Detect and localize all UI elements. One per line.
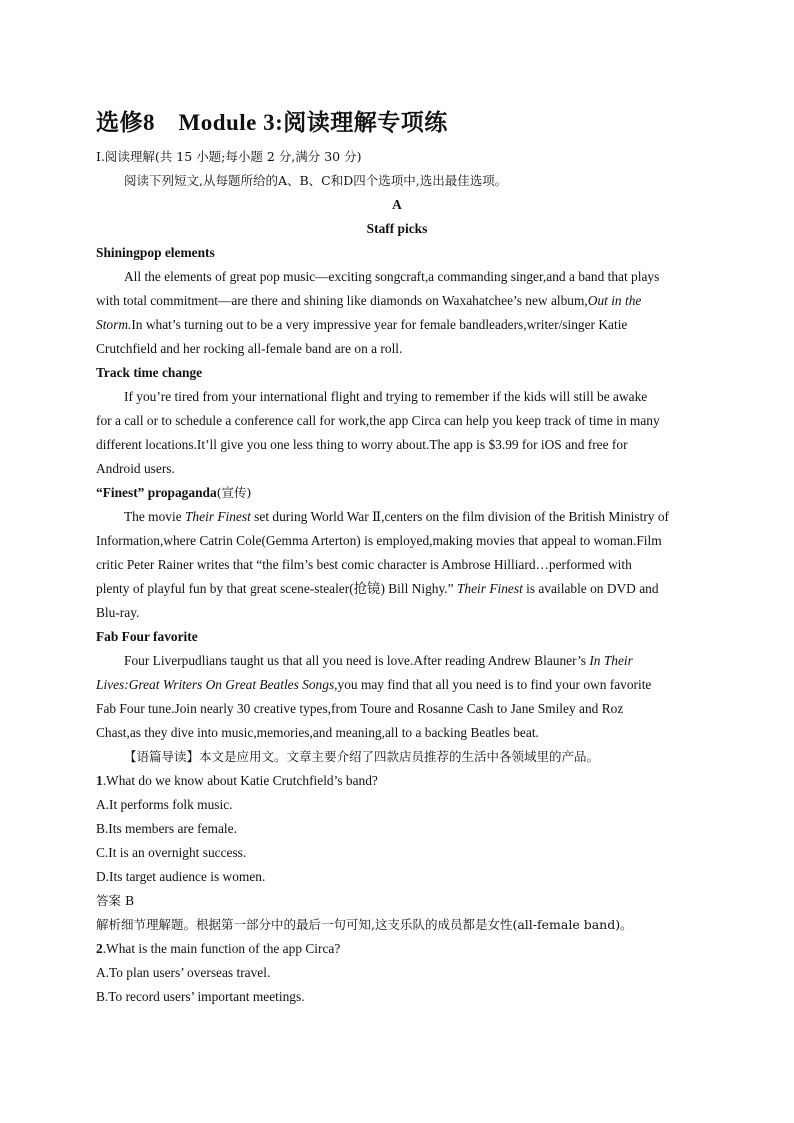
passage-guide	[124, 748, 706, 766]
question-text: .What do we know about Katie Crutchfield’s band?	[102, 773, 378, 788]
paragraph-line: different locations.It’ll give you one less thing to worry about.The app is $3.99 for iOS and free for	[96, 437, 628, 452]
question-stem	[96, 940, 706, 958]
section-instruction: 阅读下列短文,从每题所给的A、B、C和D四个选项中,选出最佳选项。	[124, 173, 508, 188]
paragraph-line: Blu-ray.	[96, 605, 140, 620]
movie-title: Their Finest	[456, 581, 523, 596]
paragraph-line	[124, 508, 706, 526]
text-run: The movie	[124, 509, 185, 524]
paragraph-line	[124, 652, 706, 670]
text-run: is available on DVD and	[522, 581, 659, 596]
movie-title: Their Finest	[184, 509, 251, 524]
page-title: 选修8 Module 3:阅读理解专项练	[96, 110, 448, 135]
question-number: 2	[96, 941, 103, 956]
option-a: A.It performs folk music.	[96, 797, 233, 812]
paragraph-line	[96, 292, 706, 310]
album-title-cont: Storm.	[96, 317, 132, 332]
paragraph-line: Crutchfield and her rocking all-female band are on a roll.	[96, 341, 403, 356]
paragraph-line: for a call or to schedule a conference call for work,the app Circa can help you keep track of time in many	[96, 413, 660, 428]
paragraph-line	[96, 676, 706, 694]
text-run: In what’s turning out to be a very impressive year for female bandleaders,writer/singer Katie	[131, 317, 628, 332]
option-a: A.To plan users’ overseas travel.	[96, 965, 271, 980]
text-run: with total commitment—are there and shining like diamonds on Waxahatchee’s new album,	[96, 293, 588, 308]
section-heading-fab-four: Fab Four favorite	[96, 629, 198, 644]
question-stem	[96, 772, 706, 790]
paragraph-line: Information,where Catrin Cole(Gemma Arterton) is employed,making movies that appeal to woman.Film	[96, 533, 662, 548]
passage-label: A	[392, 197, 402, 212]
option-c: C.It is an overnight success.	[96, 845, 247, 860]
paragraph-line: Android users.	[96, 461, 175, 476]
album-title: Out in the	[587, 293, 642, 308]
analysis: 解析细节理解题。根据第一部分中的最后一句可知,这支乐队的成员都是女性(all-female band)。	[96, 917, 633, 932]
option-d: D.Its target audience is women.	[96, 869, 266, 884]
heading-text: “Finest” propaganda	[96, 485, 217, 500]
section-heading-finest	[96, 484, 706, 502]
answer: 答案 B	[96, 893, 135, 908]
section-heading-shining-pop: Shiningpop elements	[96, 245, 215, 260]
section-heading: Ⅰ.阅读理解	[96, 149, 155, 164]
section-heading-line	[96, 148, 706, 166]
heading-gloss: (宣传)	[216, 485, 252, 500]
paragraph-line: If you’re tired from your international flight and trying to remember if the kids will still be awake	[124, 389, 648, 404]
section-heading-track-time: Track time change	[96, 365, 203, 380]
paragraph-line: All the elements of great pop music—exciting songcraft,a commanding singer,and a band that plays	[124, 269, 660, 284]
text-run: Four Liverpudlians taught us that all you need is love.After reading Andrew Blauner’s	[124, 653, 590, 668]
paragraph-line: Chast,as they dive into music,memories,and meaning,all to a backing Beatles beat.	[96, 725, 539, 740]
passage-title: Staff picks	[366, 221, 428, 236]
guide-label: 【语篇导读】	[124, 749, 200, 764]
option-b: B.Its members are female.	[96, 821, 237, 836]
paragraph-line: critic Peter Rainer writes that “the film’s best comic character is Ambrose Hilliard…performed with	[96, 557, 632, 572]
paragraph-line: Fab Four tune.Join nearly 30 creative types,from Toure and Rosanne Cash to Jane Smiley and Roz	[96, 701, 624, 716]
text-run: set during World War Ⅱ,centers on the film division of the British Ministry of	[250, 509, 669, 524]
question-number: 1	[96, 773, 103, 788]
guide-text: 本文是应用文。文章主要介绍了四款店员推荐的生活中各领域里的产品。	[199, 749, 600, 764]
book-title: In Their	[589, 653, 633, 668]
text-run: plenty of playful fun by that great scene-stealer(抢镜) Bill Nighy.”	[96, 581, 457, 596]
book-title-cont: Lives:Great Writers On Great Beatles Songs	[96, 677, 335, 692]
text-run: ,you may find that all you need is to find your own favorite	[334, 677, 652, 692]
option-b: B.To record users’ important meetings.	[96, 989, 305, 1004]
question-text: .What is the main function of the app Circa?	[102, 941, 341, 956]
paragraph-line	[96, 580, 706, 598]
paragraph-line	[96, 316, 706, 334]
section-score: (共 15 小题;每小题 2 分,满分 30 分)	[154, 149, 362, 164]
